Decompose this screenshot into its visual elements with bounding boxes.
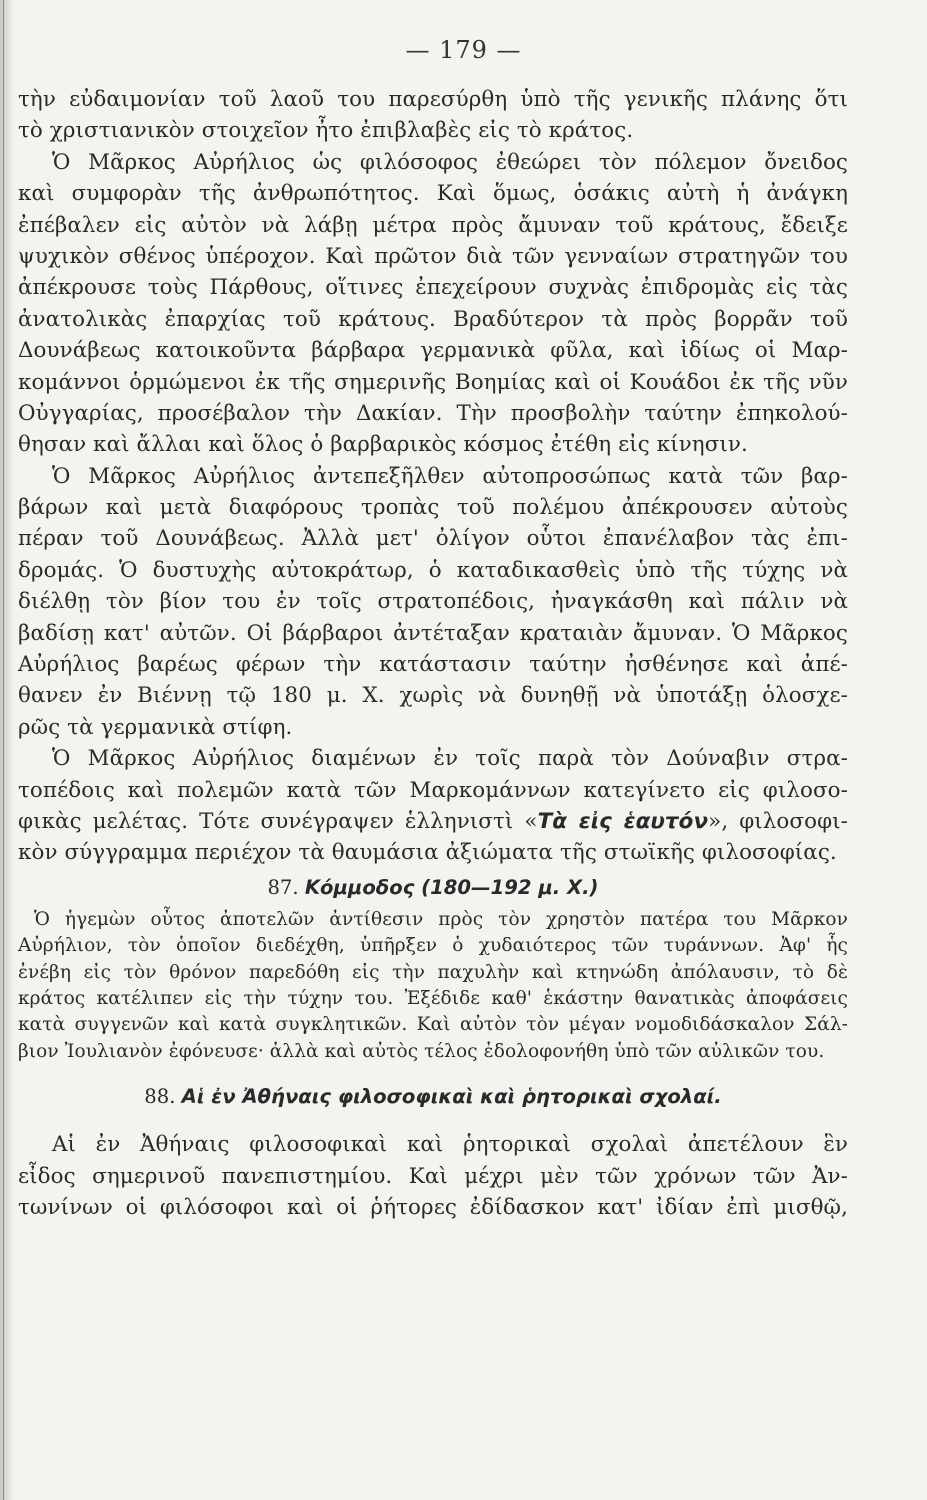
text-line: κράτος κατέλιπεν εἰς τὴν τύχην του. Ἐξέδιδε καθ' ἑκάστην θανατικὰς ἀποφάσεις <box>18 987 848 1009</box>
text-line: Αἱ ἐν Ἀθήναις φιλοσοφικαὶ καὶ ῥητορικαὶ σχολαὶ ἀπετέλουν ἓν <box>52 1132 848 1158</box>
text-line: ἀπέκρουσε τοὺς Πάρθους, οἵτινες ἐπεχείρουν συχνὰς ἐπιδρομὰς εἰς τὰς <box>18 275 848 301</box>
text-line: δρομάς. Ὁ δυστυχὴς αὐτοκράτωρ, ὁ καταδικασθεὶς ὑπὸ τῆς τύχης νὰ <box>18 557 848 583</box>
text-line: ρῶς τὰ γερμανικὰ στίφη. <box>18 714 293 740</box>
text-line: βάρων καὶ μετὰ διαφόρους τροπὰς τοῦ πολέμου ἀπέκρουσεν αὐτοὺς <box>18 495 848 521</box>
text-line <box>18 806 848 837</box>
text-line: τὴν εὐδαιμονίαν τοῦ λαοῦ του παρεσύρθη ὑπὸ τῆς γενικῆς πλάνης ὅτι <box>18 87 848 112</box>
text-line: Ὁ Μᾶρκος Αὐρήλιος διαμένων ἐν τοῖς παρὰ τὸν Δούναβιν στρα- <box>52 746 848 772</box>
text-run: φικὰς μελέτας. Τότε συνέγραψεν ἑλληνιστὶ « <box>18 808 538 834</box>
text-line: εἶδος σημερινοῦ πανεπιστημίου. Καὶ μέχρι μὲν τῶν χρόνων τῶν Ἀν- <box>18 1163 848 1189</box>
text-line: κατὰ συγγενῶν καὶ κατὰ συγκλητικῶν. Καὶ αὐτὸν τὸν μέγαν νομοδιδάσκαλον Σάλ- <box>18 1014 848 1036</box>
text-line: κὸν σύγγραμμα περιέχον τὰ θαυμάσια ἀξιώματα τῆς στωϊκῆς φιλοσοφίας. <box>18 840 837 866</box>
section-heading-88 <box>18 1082 848 1112</box>
text-line: διέλθῃ τὸν βίον του ἐν τοῖς στρατοπέδοις, ἠναγκάσθη καὶ πάλιν νὰ <box>18 589 848 615</box>
page-number: — 179 — <box>405 36 522 64</box>
section-title: Αἱ ἐν Ἀθήναις φιλοσοφικαὶ καὶ ῥητορικαὶ σχολαί. <box>181 1085 722 1109</box>
text-line: Ὁ Μᾶρκος Αὐρήλιος ἀντεπεξῆλθεν αὐτοπροσώπως κατὰ τῶν βαρ- <box>52 463 848 489</box>
text-line: ἐπέβαλεν εἰς αὐτὸν νὰ λάβῃ μέτρα πρὸς ἄμυναν τοῦ κράτους, ἔδειξε <box>18 212 848 238</box>
paragraph-commodus <box>18 907 848 1065</box>
text-line: τὸ χριστιανικὸν στοιχεῖον ἦτο ἐπιβλαβὲς εἰς τὸ κράτος. <box>18 118 634 144</box>
text-line: ἀνατολικὰς ἐπαρχίας τοῦ κράτους. Βραδύτερον τὰ πρὸς βορρᾶν τοῦ <box>18 306 848 332</box>
paragraph-meditations <box>18 743 848 869</box>
text-run: », φιλοσοφι- <box>708 808 848 834</box>
text-line: βιον Ἰουλιανὸν ἐφόνευσε· ἀλλὰ καὶ αὐτὸς τέλος ἐδολοφονήθη ὑπὸ τῶν αὐλικῶν του. <box>18 1040 825 1062</box>
text-line: βαδίσῃ κατ' αὐτῶν. Οἱ βάρβαροι ἀντέταξαν κραταιὰν ἄμυναν. Ὁ Μᾶρκος <box>18 620 848 646</box>
text-line: Αὐρήλιος βαρέως φέρων τὴν κατάστασιν ταύτην ἠσθένησε καὶ ἀπέ- <box>18 652 848 678</box>
text-line: Δουνάβεως κατοικοῦντα βάρβαρα γερμανικὰ φῦλα, καὶ ἰδίως οἱ Μαρ- <box>18 338 848 364</box>
text-line: Αὐρήλιον, τὸν ὁποῖον διεδέχθη, ὑπῆρξεν ὁ χυδαιότερος τῶν τυράννων. Ἀφ' ἧς <box>18 935 848 957</box>
text-line: ἐνέβη εἰς τὸν θρόνον παρεδόθη εἰς τὴν παχυλὴν καὶ κτηνώδη ἀπόλαυσιν, τὸ δὲ <box>18 961 848 983</box>
text-line: καὶ συμφορὰν τῆς ἀνθρωπότητος. Καὶ ὅμως, ὁσάκις αὐτὴ ἡ ἀνάγκη <box>18 181 848 207</box>
text-line: τωνίνων οἱ φιλόσοφοι καὶ οἱ ῥήτορες ἐδίδασκον κατ' ἰδίαν ἐπὶ μισθῷ, <box>18 1194 848 1220</box>
text-line: Ὁ Μᾶρκος Αὐρήλιος ὡς φιλόσοφος ἐθεώρει τὸν πόλεμον ὄνειδος <box>52 149 848 175</box>
text-line: Οὐγγαρίας, προσέβαλον τὴν Δακίαν. Τὴν προσβολὴν ταύτην ἐπηκολού- <box>18 400 848 426</box>
section-number: 87. <box>267 875 299 899</box>
section-number: 88. <box>144 1085 176 1109</box>
text-line: θανεν ἐν Βιέννῃ τῷ 180 μ. Χ. χωρὶς νὰ δυνηθῇ νὰ ὑποτάξῃ ὁλοσχε- <box>18 683 848 709</box>
section-title: Κόμμοδος (180—192 μ. Χ.) <box>304 875 599 899</box>
page-body <box>18 84 848 1223</box>
text-line: Ὁ ἡγεμὼν οὗτος ἀποτελῶν ἀντίθεσιν πρὸς τὸν χρηστὸν πατέρα του Μᾶρκον <box>34 908 848 930</box>
page-binding-edge <box>3 0 4 1500</box>
text-line: πέραν τοῦ Δουνάβεως. Ἀλλὰ μετ' ὀλίγον οὗτοι ἐπανέλαβον τὰς ἐπι- <box>18 526 848 552</box>
paragraph-athens-schools <box>18 1129 848 1223</box>
book-title: Τὰ εἰς ἑαυτόν <box>537 808 709 834</box>
text-line: ψυχικὸν σθένος ὑπέροχον. Καὶ πρῶτον διὰ τῶν γενναίων στρατηγῶν του <box>18 243 848 269</box>
paragraph-danube-campaign <box>18 461 848 744</box>
text-line: τοπέδοις καὶ πολεμῶν κατὰ τῶν Μαρκομάννων κατεγίνετο εἰς φιλοσο- <box>18 777 848 803</box>
text-line: θησαν καὶ ἄλλαι καὶ ὅλος ὁ βαρβαρικὸς κόσμος ἐτέθη εἰς κίνησιν. <box>18 432 748 458</box>
text-line: κομάννοι ὁρμώμενοι ἐκ τῆς σημερινῆς Βοημίας καὶ οἱ Κουάδοι ἐκ τῆς νῦν <box>18 369 848 395</box>
paragraph-christians-and-wars <box>18 84 848 461</box>
section-heading-87 <box>18 873 848 903</box>
